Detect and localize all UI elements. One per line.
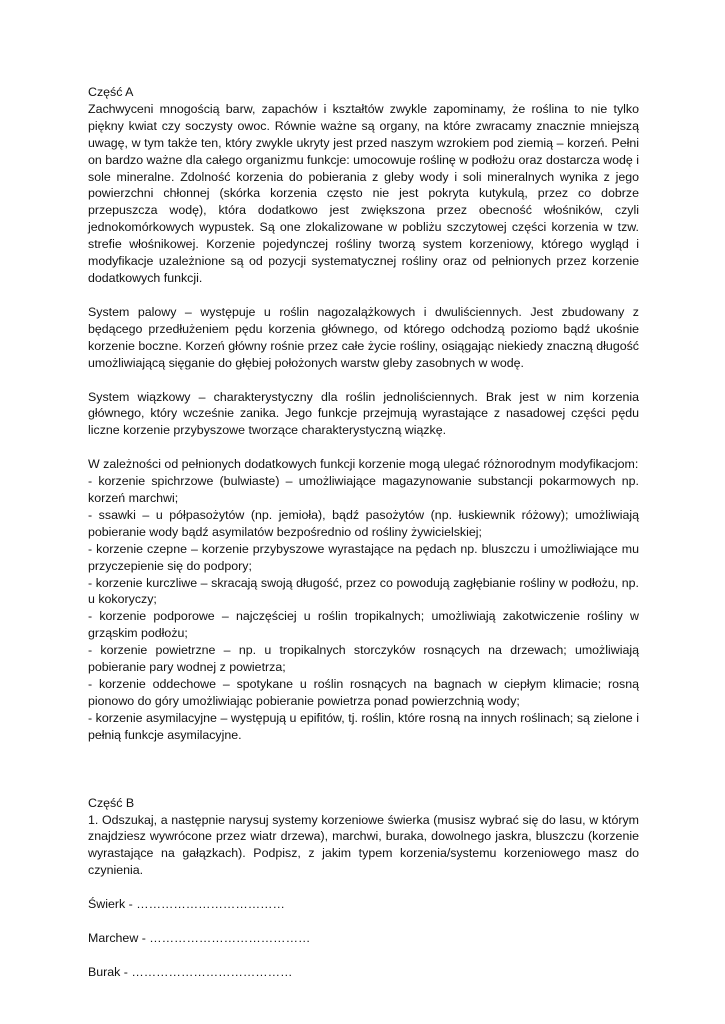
modification-item: - korzenie powietrzne – np. u tropikalnych storczyków rosnących na drzewach; umożliwiają pobieranie pary wodnej z powietrza; (88, 643, 639, 675)
modification-item: - korzenie oddechowe – spotykane u roślin rosnących na bagnach w ciepłym klimacie; rosną pionowo do góry umożliwiając pobieranie powietrza ponad powierzchnią wody; (88, 677, 639, 708)
modification-item: - ssawki – u półpasożytów (np. jemioła), bądź pasożytów (np. łuskiewnik różowy); umożliwiają pobieranie wody bądź asymilatów bezpośrednio od rośliny żywicielskiej; (88, 507, 639, 539)
part-a-heading: Część A (88, 85, 134, 99)
wiazkowy-paragraph: System wiązkowy – charakterystyczny dla roślin jednoliściennych. Brak jest w nim korzenia głównego, który wcześnie zanika. Jego funkcje przejmują wyrastające z nasadowej części pędu liczne korzenie przybyszowe tworzące charakterystyczną wiązkę. (88, 389, 639, 438)
spacer (88, 947, 639, 964)
modifications-intro: W zależności od pełnionych dodatkowych funkcji korzenie mogą ulegać różnorodnym modyfikacjom: (88, 457, 639, 472)
spacer (88, 744, 639, 795)
answer-line-swierk[interactable]: Świerk - ……………………………… (88, 897, 285, 912)
part-b-task: 1. Odszukaj, a następnie narysuj systemy korzeniowe świerka (musisz wybrać się do lasu, w którym znajdziesz wywrócone przez wiatr drzewa), marchwi, buraka, dowolnego jaskra, bluszczu (korzenie wyrastające na gałązkach). Podpisz, z jakim typem korzenia/systemu korzeniowego masz do czynienia. (88, 812, 639, 878)
modification-item: - korzenie czepne – korzenie przybyszowe wyrastające na pędach np. bluszczu i umożliwiające mu przyczepienie się do podpory; (88, 541, 639, 573)
document-page (88, 84, 639, 981)
spacer (88, 879, 639, 896)
spacer (88, 372, 639, 389)
modification-item: - korzenie kurczliwe – skracają swoją długość, przez co powodują zagłębianie rośliny w podłożu, np. u kokoryczy; (88, 575, 639, 607)
modification-item: - korzenie asymilacyjne – występują u epifitów, tj. roślin, które rosną na innych roślinach; są zielone i pełnią funkcje asymilacyjne. (88, 710, 639, 742)
answer-line-burak[interactable]: Burak - ………………………………… (88, 964, 293, 979)
spacer (88, 439, 639, 456)
spacer (88, 287, 639, 304)
spacer (88, 913, 639, 930)
modification-item: - korzenie spichrzowe (bulwiaste) – umożliwiające magazynowanie substancji pokarmowych np. korzeń marchwi; (88, 474, 639, 506)
modification-item: - korzenie podporowe – najczęściej u roślin tropikalnych; umożliwiają zakotwiczenie rośliny w grząskim podłożu; (88, 609, 639, 641)
part-a-intro-paragraph: Zachwyceni mnogością barw, zapachów i kształtów zwykle zapominamy, że roślina to nie tylko piękny kwiat czy soczysty owoc. Równie ważne są organy, na które zwracamy znacznie mniejszą uwagę, w tym także ten, który zwykle ukryty jest przed naszym wzrokiem pod ziemią – korzeń. Pełni on bardzo ważne dla całego organizmu funkcje: umocowuje roślinę w podłożu oraz dostarcza wodę i sole mineralne. Zdolność korzenia do pobierania z gleby wody i soli mineralnych wynika z jego powierzchni chłonnej (skórka korzenia często nie jest pokryta kutykulą, przez co dobrze przepuszcza wodę), która dodatkowo jest zwiększona przez obecność włośników, czyli jednokomórkowych wypustek. Są one zlokalizowane w pobliżu szczytowej części korzenia w tzw. strefie włośnikowej. Korzenie pojedynczej rośliny tworzą system korzeniowy, którego wygląd i modyfikacje uzależnione są od pozycji systematycznej rośliny oraz od pełnionych przez korzenie dodatkowych funkcji. (88, 101, 640, 285)
palowy-paragraph: System palowy – występuje u roślin nagozalążkowych i dwuliściennych. Jest zbudowany z będącego przedłużeniem pędu korzenia głównego, od którego odchodzą poziomo bądź ukośnie korzenie boczne. Korzeń główny rośnie przez całe życie rośliny, osiągając niekiedy znaczną długość umożliwiającą sięganie do głębiej położonych warstw gleby zasobnych w wodę. (88, 304, 639, 370)
part-b-heading: Część B (88, 795, 135, 810)
answer-line-marchew[interactable]: Marchew - ………………………………… (88, 931, 311, 946)
